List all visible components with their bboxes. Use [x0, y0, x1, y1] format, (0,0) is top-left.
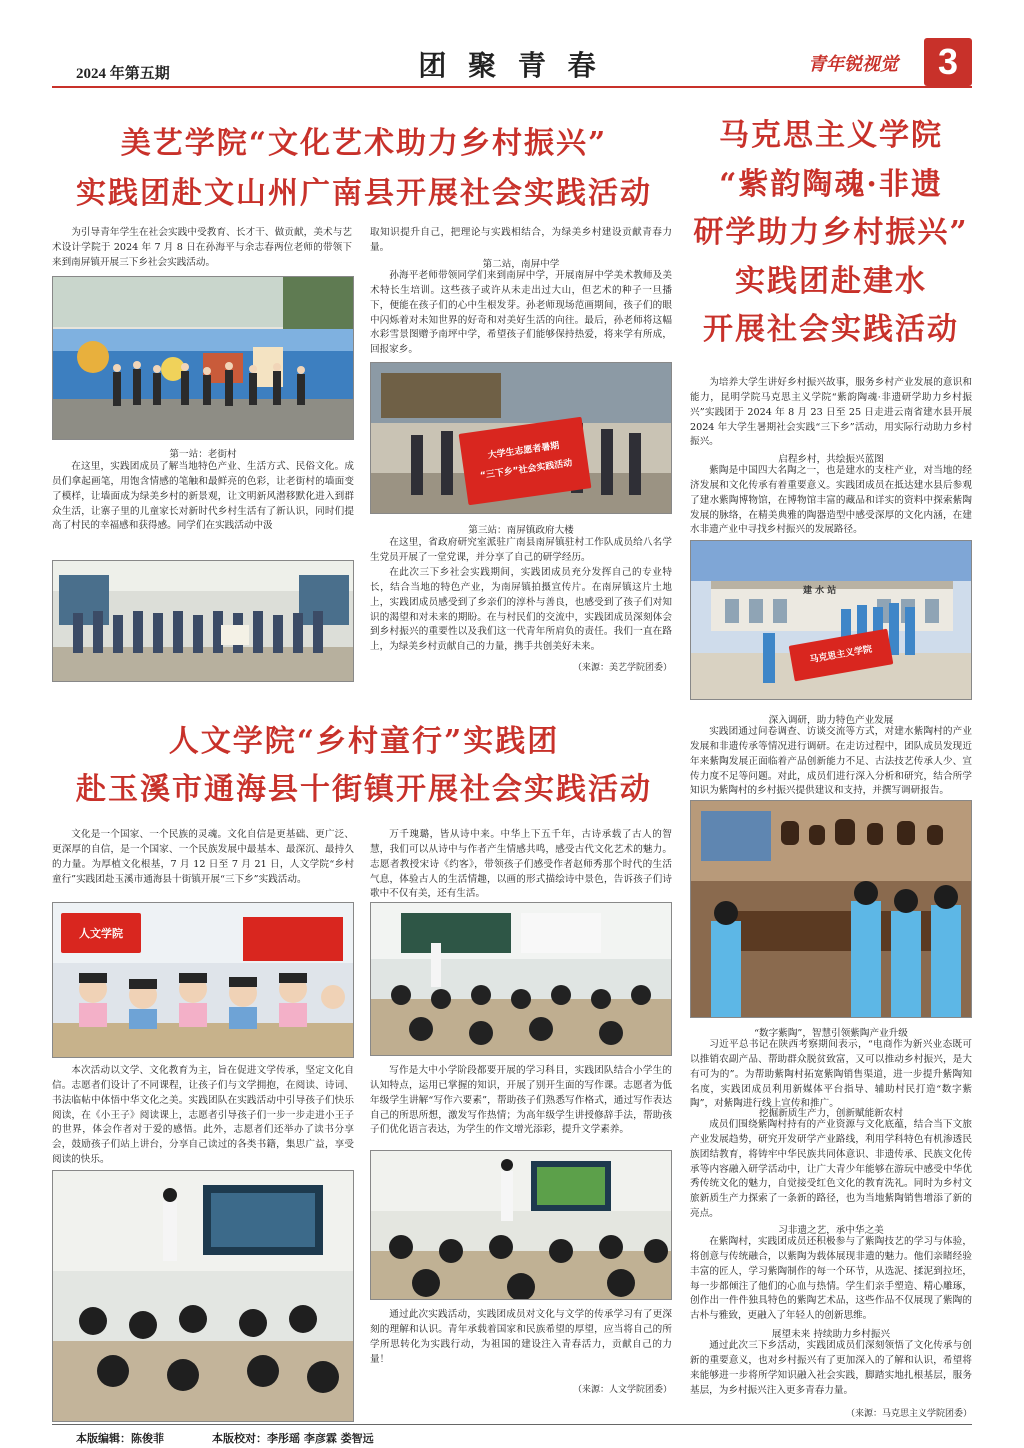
meiyi-intro: 为引导青年学生在社会实践中受教育、长才干、做贡献，美术与艺术设计学院于 2024 年 7 月 8 日在孙海平与余志春两位老师的带领下来到南屏镇开展三下乡社会实践活动。: [52, 227, 352, 268]
meiyi-caption-1: 第一站：老街村: [169, 449, 237, 460]
makesi-sub-2: 深入调研，助力特色产业发展: [768, 715, 894, 726]
makesi-para-6: 通过此次三下乡活动，实践团成员们深刻领悟了文化传承与创新的重要意义，也对乡村振兴有了更加深入的了解和认识，希望将来能够进一步将所学知识融入社会实践，脚踏实地扎根基层，服务基层，为乡村振兴注入更多青春力量。: [690, 1340, 972, 1396]
renwen-para-4: 写作是大中小学阶段都要开展的学习科目，实践团队结合小学生的认知特点，运用已掌握的知识，开展了别开生面的写作课。志愿者为低年级学生讲解“写作六要素”，帮助孩子们熟悉写作格式，通过写作表达自己的所思所想，激发写作热情；为高年级学生讲授修辞手法，帮助孩子们优化语言表达，为学生的作文增光添彩，提升文学素养。: [370, 1065, 672, 1136]
meiyi-para-1: 在这里，实践团成员了解当地特色产业、生活方式、民俗文化。成员们拿起画笔，用饱含情感的笔触和最鲜亮的色彩，让老街村的墙面变了模样，让墙面成为绿美乡村的新景观，让文明新风潜移默化进入到群众生活，让寨子里的儿童家长对新时代乡村生活有了新认识，同时们提高了村民的幸福感和获得感。同学们在实践活动中汲: [52, 461, 354, 532]
renwen-banner: [61, 913, 141, 953]
header-divider: [52, 86, 972, 88]
classroom-photo-graphic: [53, 561, 354, 682]
makesi-para-3: 习近平总书记在陕西考察期间表示，“电商作为新兴业态既可以推销农副产品、帮助群众脱贫致富，又可以推动乡村振兴，是大有可为的”。为帮助紫陶村拓宽紫陶销售渠道，进一步提升紫陶知名度，实践团成员利用新媒体平台指导、辅助村民打造“数字紫陶”，对紫陶进行线上宣传和推广。: [690, 1039, 972, 1110]
lecture-photo-graphic: [53, 1171, 354, 1422]
presentation-photo-graphic: [371, 1151, 672, 1300]
meiyi-title-line2: 实践团赴文山州广南县开展社会实践活动: [76, 176, 652, 211]
makesi-sub-1: 启程乡村，共绘振兴蓝图: [778, 454, 884, 465]
station-sign: 建 水 站: [803, 586, 837, 596]
issue-label: 2024 年第五期: [76, 66, 170, 82]
renwen-title-line2: 赴玉溪市通海县十街镇开展社会实践活动: [76, 772, 652, 807]
renwen-photo-writing: [370, 902, 672, 1056]
page-number: 3: [924, 38, 972, 86]
makesi-sub-3: “数字紫陶”，智慧引领紫陶产业升级: [754, 1028, 908, 1039]
renwen-source: （来源：人文学院团委）: [572, 1385, 672, 1395]
mural-photo-graphic: [53, 277, 354, 440]
makesi-photo-station: [690, 540, 972, 700]
meiyi-para-4: 在此次三下乡社会实践期间，实践团成员充分发挥自己的专业特长，结合当地的特色产业，为南屏镇拍摄宣传片。在南屏镇这片土地上，实践团成员感受到了乡亲们的淳朴与善良，也感受到了孩子们对知识的渴望和对未来的期盼。在与村民们的交流中，实践团成员深刻体会到乡村振兴的重要性以及我们这一代青年所肩负的责任。我们一直在路上，为绿美乡村贡献自己的力量，携手共创美好未来。: [370, 567, 672, 653]
makesi-photo-pottery: [690, 800, 972, 1018]
meiyi-banner-line1: 大学生志愿者暑期: [487, 441, 560, 462]
renwen-para-3: 万千瑰璐，皆从诗中来。中华上下五千年，古诗承载了古人的智慧，我们可以从诗中与作者产生情感共鸣，感受古代文化艺术的魅力。志愿者教授宋诗《约客》，带领孩子们感受作者赵师秀那个时代的生活气息，体验古人的生活情趣，以画的形式描绘诗中景色，告诉孩子们诗歌中不仅有美，还有生活。: [370, 829, 672, 900]
makesi-sub-6: 展望未来 持续助力乡村振兴: [771, 1329, 891, 1340]
renwen-banner-text: 人文学院: [79, 927, 123, 940]
renwen-photo-kids: [52, 902, 354, 1058]
renwen-photo-lecture: [52, 1170, 354, 1422]
makesi-para-5: 在紫陶村，实践团成员还积极参与了紫陶技艺的学习与体验，将创意与传统融合，以紫陶为载体展现非遗的魅力。他们亲睹经验丰富的匠人，学习紫陶制作的每一个环节，从选泥、揉泥到拉坯，每一步都倾注了他们的心血与热情。学生们亲手塑造、精心雕琢，创作出一件件独具特色的紫陶艺术品，这些作品不仅展现了紫陶的古朴与雅致，更融入了年轻人的创新思维。: [690, 1236, 972, 1322]
makesi-title-line3: 研学助力乡村振兴”: [693, 215, 969, 251]
makesi-sub-4: 挖掘新质生产力，创新赋能新农村: [759, 1108, 903, 1119]
pottery-photo-graphic: [691, 801, 972, 1018]
meiyi-para-1-cont: 取知识提升自己，把理论与实践相结合，为绿美乡村建设贡献青春力量。: [370, 227, 672, 253]
renwen-photo-presentation: [370, 1150, 672, 1300]
meiyi-photo-banner-group: [370, 362, 672, 514]
renwen-para-1: 文化是一个国家、一个民族的灵魂。文化自信是更基础、更广泛、更深厚的自信，是一个国家、一个民族发展中最基本、最深沉、最持久的力量。为厚植文化根基，7 月 12 日至 7 月 21 日，人文学院“乡村童行”实践团赴玉溪市通海县十街镇开展“三下乡”实践活动。: [52, 829, 354, 885]
meiyi-para-3: 在这里，省政府研究室派驻广南县南屏镇驻村工作队成员给八名学生党员开展了一堂党课，并分享了自己的研学经历。: [370, 537, 672, 563]
meiyi-caption-3: 第三站：南屏镇政府大楼: [468, 525, 574, 536]
meiyi-para-2: 孙海平老师带领同学们来到南屏中学，开展南屏中学美术教师及美术特长生培训。这些孩子或许从未走出过大山，但艺术的种子一旦播下，便能在孩子们的心中生根发芽。孙老师现场范画期间，孩子们的眼中闪烁着对未知世界的好奇和对美好生活的向往。最后，孙老师将这幅水彩雪景图赠予南坪中学，希望孩子们能够保持热爱，将来学有所成，回报家乡。: [370, 270, 672, 356]
makesi-para-2: 实践团通过问卷调查、访谈交流等方式，对建水紫陶村的产业发展和非遗传承等情况进行调研。在走访过程中，团队成员发现近年来紫陶发展正面临着产品创新能力不足、古法技艺传承人少、宣传力度不足等问题。对此，成员们进行深入分析和研究，结合所学知识为紫陶村的乡村振兴提供建议和支持，并撰写调研报告。: [690, 726, 972, 797]
footer-proofreaders: 本版校对：李彤瑶 李彦霖 娄智远: [212, 1432, 374, 1445]
meiyi-photo-classroom: [52, 560, 354, 682]
makesi-banner-text: 马克思主义学院: [809, 644, 873, 666]
renwen-title-line1: 人文学院“乡村童行”实践团: [168, 724, 560, 759]
footer-divider: [52, 1424, 972, 1425]
makesi-title-line4: 实践团赴建水: [735, 263, 927, 299]
makesi-title: [690, 112, 972, 355]
footer-editor: 本版编辑：陈俊菲: [76, 1432, 164, 1445]
makesi-source: （来源：马克思主义学院团委）: [845, 1409, 972, 1419]
meiyi-source: （来源：美艺学院团委）: [572, 663, 672, 673]
publication-logo: 青年锐视觉: [808, 54, 898, 75]
makesi-title-line1: 马克思主义学院: [719, 118, 943, 153]
makesi-intro: 为培养大学生讲好乡村振兴故事，服务乡村产业发展的意识和能力，昆明学院马克思主义学院“紫韵陶魂·非遗研学助力乡村振兴”实践团于 2024 年 8 月 23 日至 25 日走进云南省建水县开展 2024 年大学生暑期社会实践“三下乡”活动，用实际行动助力乡村振兴。: [690, 377, 972, 448]
makesi-para-4: 成员们围绕紫陶村持有的产业资源与文化底蕴，结合当下文旅产业发展趋势，研究开发研学产业路线，利用学科特色有机渗透民族团结教育，将铸牢中华民族共同体意识、非遗传承、民族文化传承等内容融入研学活动中，让广大青少年能够在游玩中感受中华优秀传统文化的魅力，自觉接受红色文化的教育洗礼。同时为乡村文旅新质生产力探索了一条新的路径，也为当地紫陶销售增添了新的亮点。: [690, 1119, 972, 1220]
meiyi-caption-2: 第二站，南屏中学: [482, 259, 560, 270]
writing-photo-graphic: [371, 903, 672, 1056]
renwen-para-2: 本次活动以文学、文化教育为主，旨在促进文学传承，坚定文化自信。志愿者们设计了不同课程，让孩子们与文学拥抱，在阅读、诗词、书法临帖中体悟中华文化之美。实践团队在实践活动中引导孩子们快乐阅读，在《小王子》阅读课上，志愿者引导孩子们一步一步走进小王子的世界，体会作者对于爱的感悟。此外，志愿者们还举办了读书分享会，鼓励孩子们站上讲台，分享自己读过的各类书籍，集思广益，享受阅读的快乐。: [52, 1065, 354, 1166]
meiyi-title-line1: 美艺学院“文化艺术助力乡村振兴”: [120, 126, 608, 161]
meiyi-banner-line2: “三下乡”社会实践活动: [479, 458, 573, 482]
section-title: 团 聚 青 春: [418, 49, 602, 82]
makesi-para-1: 紫陶是中国四大名陶之一，也是建水的支柱产业，对当地的经济发展和文化传承有着重要意义。实践团成员在抵达建水县后参观了建水紫陶博物馆，在博物馆丰富的藏品和详实的资料中探索紫陶发展的脉络，在精美典雅的陶器造型中感受深厚的文化内涵，在建水非遗产业中寻找乡村振兴的发展路径。: [690, 465, 972, 536]
station-photo-graphic: [691, 541, 972, 700]
makesi-title-line5: 开展社会实践活动: [703, 312, 959, 348]
makesi-sub-5: 习非遗之艺，承中华之美: [778, 1225, 884, 1236]
makesi-title-line2: “紫韵陶魂·非遗: [719, 166, 943, 202]
renwen-para-5: 通过此次实践活动，实践团成员对文化与文学的传承学习有了更深刻的理解和认识。青年承载着国家和民族希望的厚望，应当将自己的所学所思转化为实践行动，为祖国的建设注入青春活力，贡献自己的力量！: [370, 1309, 672, 1365]
meiyi-photo-mural: [52, 276, 354, 440]
